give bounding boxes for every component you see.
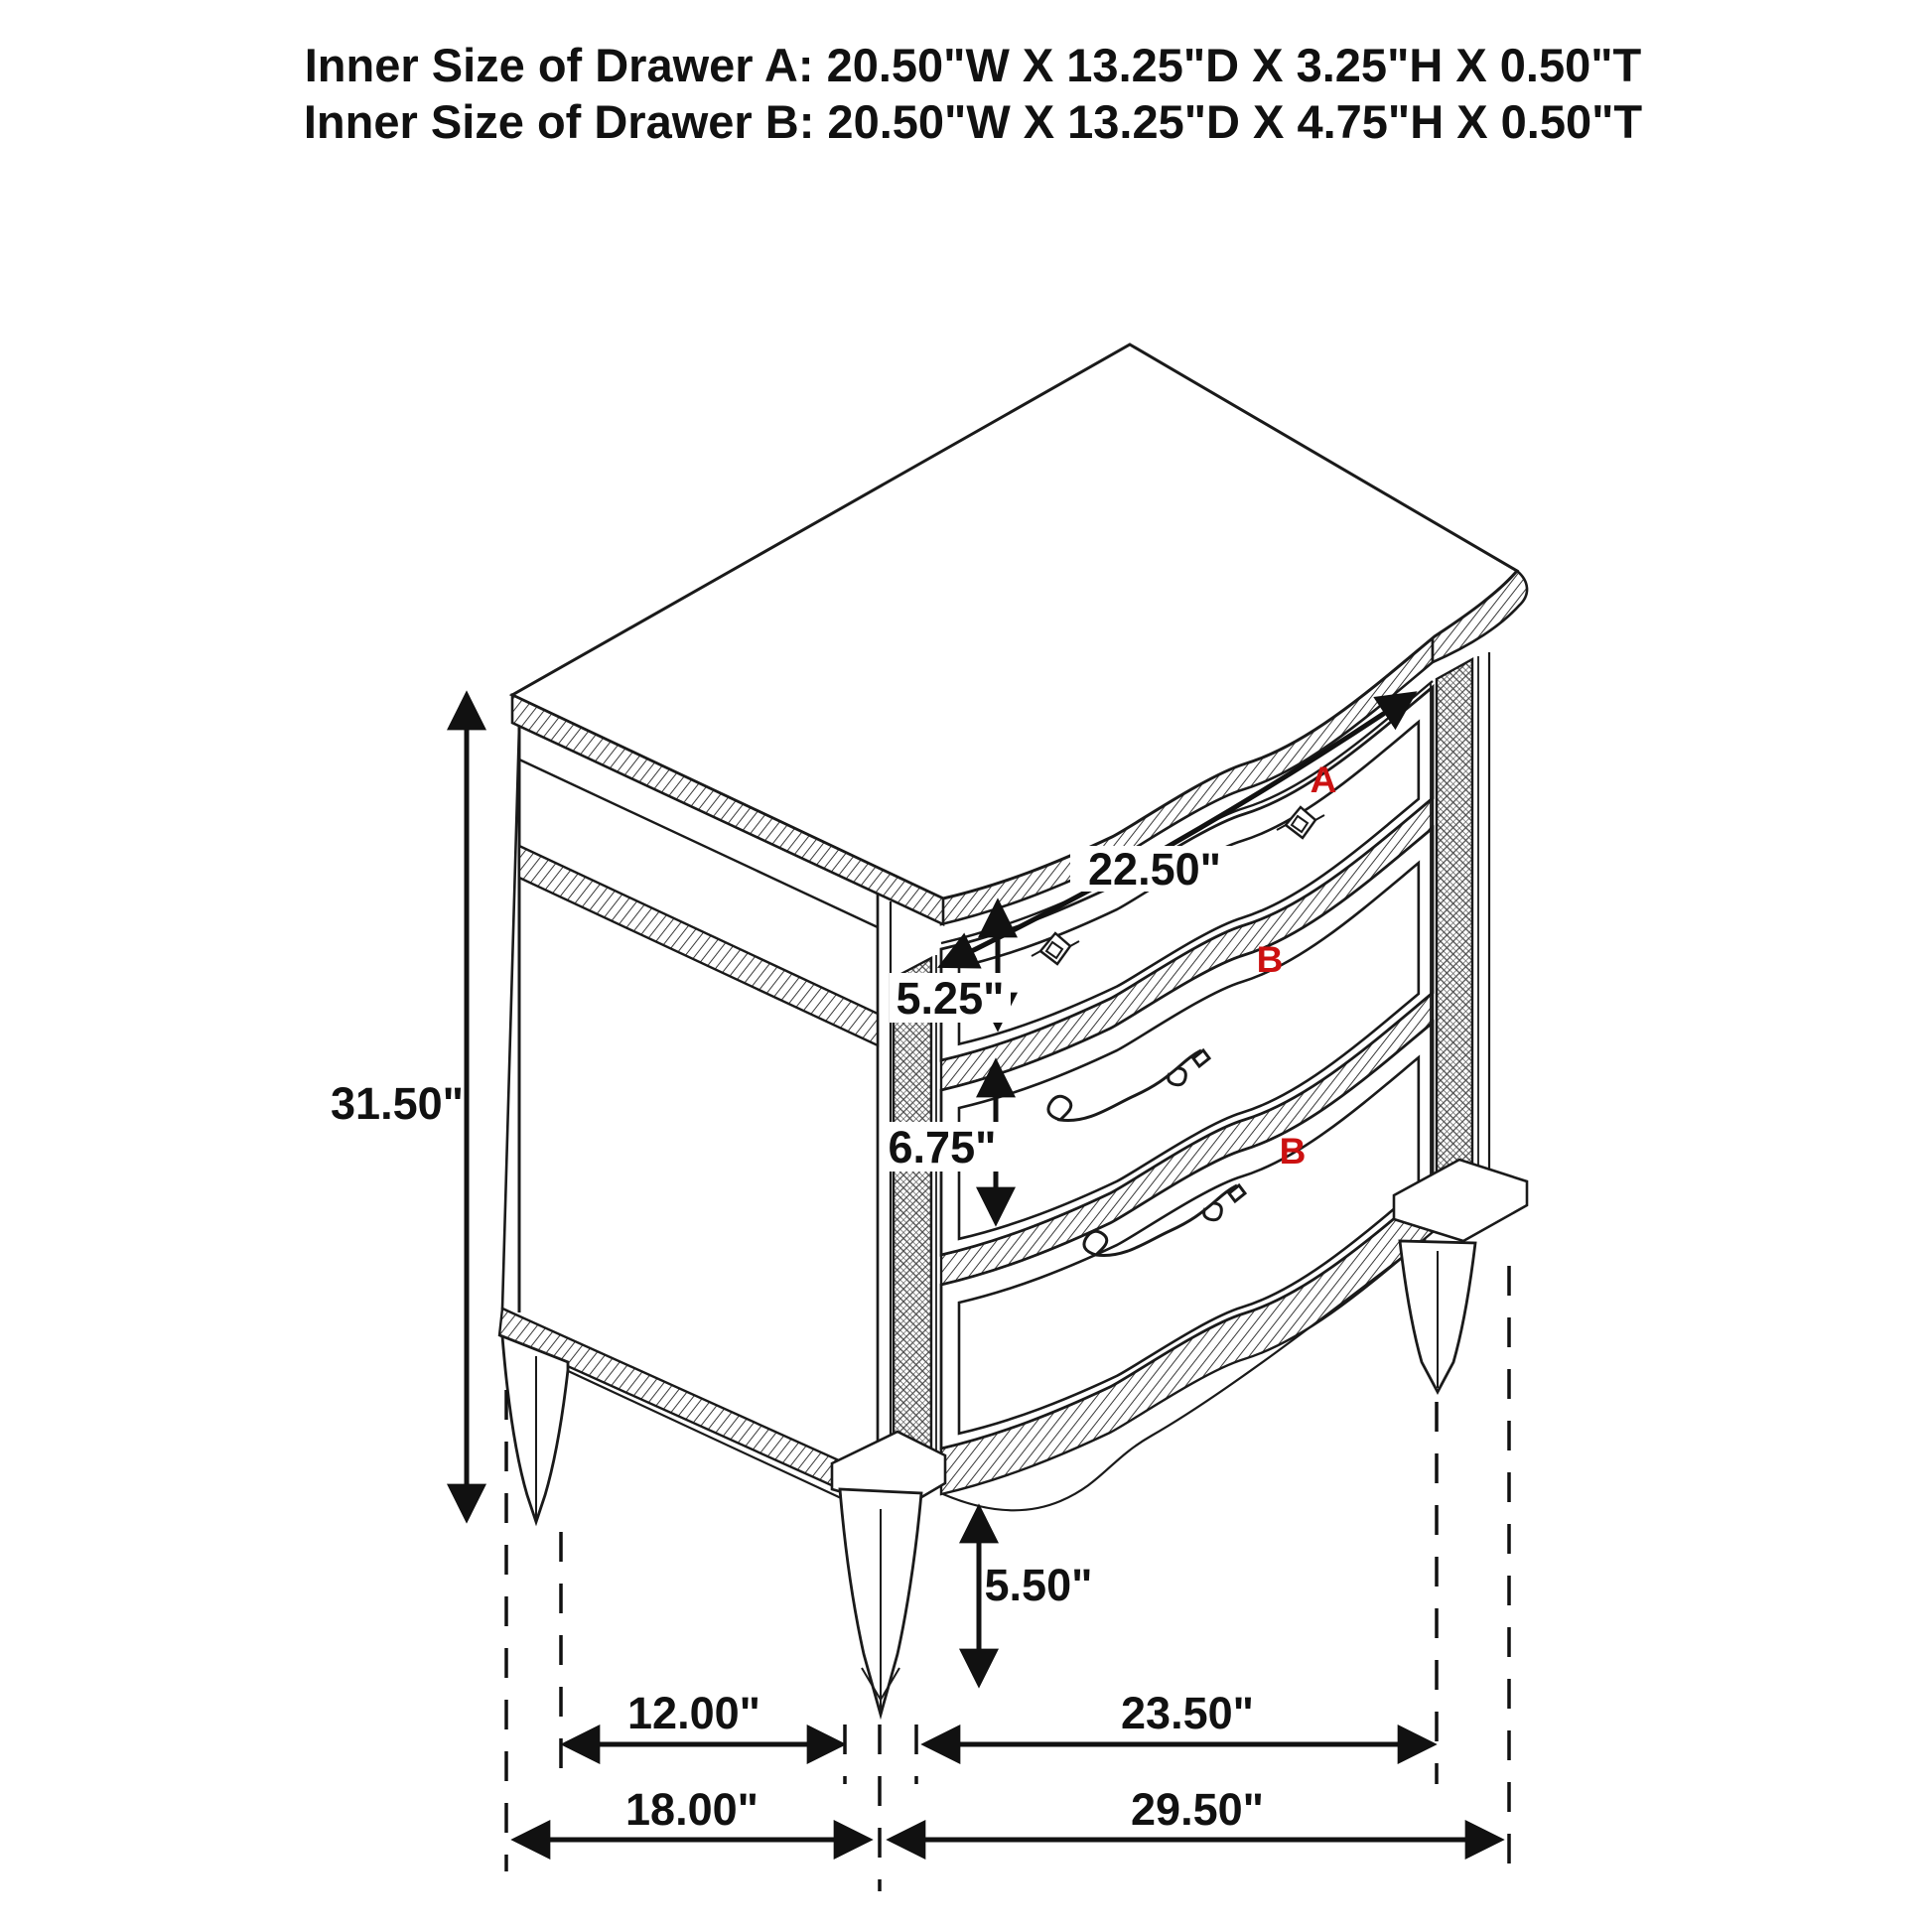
front-right-pilaster-lattice	[1437, 659, 1472, 1217]
front-left-corner-edges	[878, 894, 891, 1489]
drawer-a-label: A	[1310, 759, 1337, 800]
drawer-b-middle-label: B	[1256, 939, 1284, 980]
drawer-b-bottom-label: B	[1279, 1131, 1307, 1172]
dim-depth-overall: 18.00"	[625, 1784, 759, 1835]
title-line-a: Inner Size of Drawer A: 20.50"W X 13.25"D X 3.25"H X 0.50"T	[304, 39, 1642, 91]
dim-overall-height: 31.50"	[331, 1078, 464, 1129]
back-left-leg	[502, 1336, 568, 1522]
dim-leg-height: 5.50"	[984, 1560, 1093, 1610]
title-line-b: Inner Size of Drawer B: 20.50"W X 13.25"D X 4.75"H X 0.50"T	[303, 95, 1643, 148]
dim-depth-inner: 12.00"	[627, 1688, 760, 1738]
dim-drawer-b-height: 6.75"	[888, 1122, 997, 1173]
front-center-leg	[832, 1432, 945, 1715]
dim-drawer-a-height: 5.25"	[896, 973, 1005, 1024]
dim-width-inner: 23.50"	[1121, 1688, 1254, 1738]
dim-width-overall: 29.50"	[1131, 1784, 1264, 1835]
nightstand-drawing	[499, 345, 1527, 1715]
front-right-leg	[1394, 1160, 1527, 1392]
dim-drawer-width: 22.50"	[1088, 844, 1221, 895]
front-left-pilaster-lattice	[894, 958, 931, 1479]
